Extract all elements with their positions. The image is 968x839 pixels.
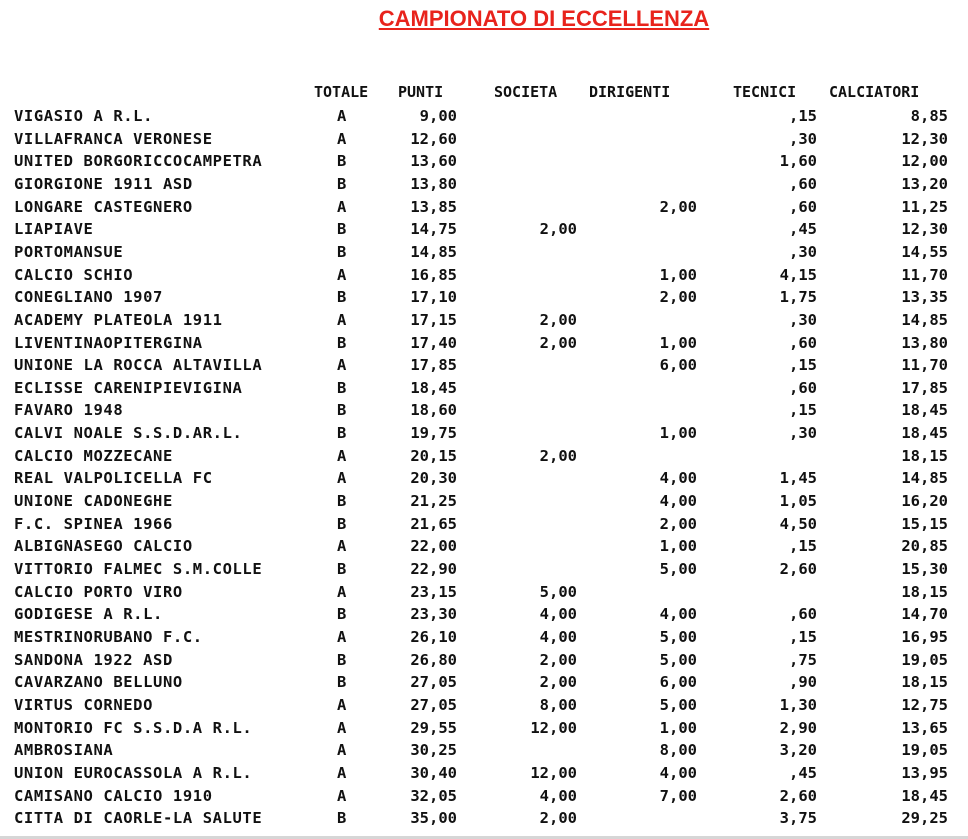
calciatori-value: 16,95: [901, 627, 948, 646]
punti-total: 26,80: [410, 650, 457, 669]
tecnici-value: 3,20: [779, 741, 817, 760]
punti-total: 26,10: [410, 627, 457, 646]
punti-total: 23,30: [410, 605, 457, 624]
punti-total: 12,60: [410, 129, 457, 148]
punti-total: 13,85: [410, 197, 457, 216]
calciatori-value: 11,25: [901, 197, 948, 216]
group: B: [337, 220, 347, 239]
tecnici-value: ,60: [789, 333, 817, 352]
calciatori-value: 11,70: [901, 265, 948, 284]
group: B: [337, 492, 347, 511]
group: B: [337, 378, 347, 397]
calciatori-value: 18,45: [901, 401, 948, 420]
table-row: [0, 309, 968, 331]
tecnici-value: ,90: [789, 673, 817, 692]
punti-total: 13,80: [410, 174, 457, 193]
group: A: [337, 446, 347, 465]
dirigenti-value: 8,00: [659, 741, 697, 760]
team-name: GIORGIONE 1911 ASD: [14, 174, 193, 193]
dirigenti-value: 4,00: [659, 492, 697, 511]
calciatori-value: 8,85: [910, 107, 948, 125]
group: A: [337, 197, 347, 216]
calciatori-value: 29,25: [901, 809, 948, 828]
table-row: [0, 377, 968, 399]
calciatori-value: 13,20: [901, 174, 948, 193]
punti-total: 16,85: [410, 265, 457, 284]
table-row: [0, 649, 968, 671]
group: B: [337, 174, 347, 193]
calciatori-value: 11,70: [901, 356, 948, 375]
team-name: ALBIGNASEGO CALCIO: [14, 537, 193, 556]
punti-total: 30,40: [410, 763, 457, 782]
societa-value: 2,00: [539, 333, 577, 352]
table-row: [0, 467, 968, 489]
calciatori-value: 12,75: [901, 695, 948, 714]
societa-value: 2,00: [539, 310, 577, 329]
dirigenti-value: 7,00: [659, 786, 697, 805]
societa-value: 4,00: [539, 627, 577, 646]
team-name: UNIONE LA ROCCA ALTAVILLA: [14, 356, 263, 375]
calciatori-value: 18,15: [901, 446, 948, 465]
team-name: MONTORIO FC S.S.D.A R.L.: [14, 718, 253, 737]
punti-total: 20,15: [410, 446, 457, 465]
tecnici-value: ,30: [789, 129, 817, 148]
table-row: [0, 739, 968, 761]
team-name: AMBROSIANA: [14, 741, 114, 760]
group: B: [337, 288, 347, 307]
tecnici-value: ,30: [789, 242, 817, 261]
group: A: [337, 129, 347, 148]
punti-total: 17,15: [410, 310, 457, 329]
punti-total: 29,55: [410, 718, 457, 737]
group: A: [337, 741, 347, 760]
tecnici-value: 2,90: [779, 718, 817, 737]
team-name: CAVARZANO BELLUNO: [14, 673, 183, 692]
team-name: CONEGLIANO 1907: [14, 288, 163, 307]
group: A: [337, 310, 347, 329]
tecnici-value: ,15: [789, 537, 817, 556]
punti-total: 9,00: [419, 107, 457, 125]
calciatori-value: 17,85: [901, 378, 948, 397]
punti-total: 32,05: [410, 786, 457, 805]
calciatori-value: 18,15: [901, 582, 948, 601]
table-row: [0, 173, 968, 195]
dirigenti-value: 4,00: [659, 469, 697, 488]
dirigenti-value: 2,00: [659, 197, 697, 216]
team-name: LONGARE CASTEGNERO: [14, 197, 193, 216]
team-name: VILLAFRANCA VERONESE: [14, 129, 213, 148]
punti-total: 17,85: [410, 356, 457, 375]
table-row: [0, 717, 968, 739]
dirigenti-value: 6,00: [659, 356, 697, 375]
tecnici-value: ,60: [789, 378, 817, 397]
group: B: [337, 242, 347, 261]
page-title: CAMPIONATO DI ECCELLENZA: [378, 6, 710, 31]
team-name: UNITED BORGORICCOCAMPETRA: [14, 152, 263, 171]
table-row: [0, 626, 968, 648]
punti-total: 14,85: [410, 242, 457, 261]
team-name: UNIONE CADONEGHE: [14, 492, 173, 511]
group: A: [337, 537, 347, 556]
calciatori-value: 18,45: [901, 786, 948, 805]
calciatori-value: 12,30: [901, 129, 948, 148]
tecnici-value: ,15: [789, 627, 817, 646]
punti-total: 22,90: [410, 560, 457, 578]
table-row: [0, 105, 968, 127]
team-name: LIAPIAVE: [14, 220, 94, 239]
team-name: CALCIO SCHIO: [14, 265, 134, 284]
societa-value: 2,00: [539, 220, 577, 239]
team-name: VITTORIO FALMEC S.M.COLLE: [14, 560, 263, 578]
table-row: [0, 603, 968, 625]
punti-total: 21,25: [410, 492, 457, 511]
table-row: [0, 218, 968, 240]
tecnici-value: ,75: [789, 650, 817, 669]
calciatori-value: 12,30: [901, 220, 948, 239]
dirigenti-value: 5,00: [659, 695, 697, 714]
tecnici-value: 4,15: [779, 265, 817, 284]
group: A: [337, 265, 347, 284]
calciatori-value: 14,85: [901, 469, 948, 488]
team-name: PORTOMANSUE: [14, 242, 124, 261]
punti-total: 17,40: [410, 333, 457, 352]
dirigenti-value: 2,00: [659, 514, 697, 533]
team-name: SANDONA 1922 ASD: [14, 650, 173, 669]
tecnici-value: 3,75: [779, 809, 817, 828]
table-row: [0, 513, 968, 535]
tecnici-value: ,60: [789, 197, 817, 216]
punti-total: 20,30: [410, 469, 457, 488]
punti-total: 27,05: [410, 673, 457, 692]
tecnici-value: ,30: [789, 424, 817, 443]
team-name: ECLISSE CARENIPIEVIGINA: [14, 378, 243, 397]
tecnici-value: 2,60: [779, 786, 817, 805]
punti-total: 14,75: [410, 220, 457, 239]
dirigenti-value: 5,00: [659, 560, 697, 578]
societa-value: 2,00: [539, 809, 577, 828]
team-name: F.C. SPINEA 1966: [14, 514, 173, 533]
tecnici-value: ,30: [789, 310, 817, 329]
calciatori-value: 14,85: [901, 310, 948, 329]
calciatori-value: 13,80: [901, 333, 948, 352]
table-row: [0, 196, 968, 218]
table-row: [0, 694, 968, 716]
punti-total: 35,00: [410, 809, 457, 828]
punti-total: 13,60: [410, 152, 457, 171]
tecnici-value: 4,50: [779, 514, 817, 533]
tecnici-value: 1,05: [779, 492, 817, 511]
societa-value: 12,00: [530, 718, 577, 737]
table-row: [0, 241, 968, 263]
table-row: [0, 286, 968, 308]
group: A: [337, 763, 347, 782]
table-row: [0, 671, 968, 693]
punti-total: 22,00: [410, 537, 457, 556]
societa-value: 4,00: [539, 605, 577, 624]
societa-value: 4,00: [539, 786, 577, 805]
tecnici-value: ,60: [789, 174, 817, 193]
team-name: ACADEMY PLATEOLA 1911: [14, 310, 223, 329]
team-name: FAVARO 1948: [14, 401, 124, 420]
team-name: CAMISANO CALCIO 1910: [14, 786, 213, 805]
table-row: [0, 128, 968, 150]
group: B: [337, 401, 347, 420]
group: A: [337, 356, 347, 375]
table-row: [0, 762, 968, 784]
dirigenti-value: 4,00: [659, 605, 697, 624]
table-row: [0, 150, 968, 172]
punti-total: 27,05: [410, 695, 457, 714]
calciatori-value: 19,05: [901, 741, 948, 760]
team-name: GODIGESE A R.L.: [14, 605, 163, 624]
group: B: [337, 333, 347, 352]
header-tecnici: TECNICI: [733, 83, 797, 101]
calciatori-value: 13,65: [901, 718, 948, 737]
calciatori-value: 13,35: [901, 288, 948, 307]
calciatori-value: 16,20: [901, 492, 948, 511]
header-calciatori: CALCIATORI: [829, 83, 920, 101]
societa-value: 2,00: [539, 673, 577, 692]
calciatori-value: 19,05: [901, 650, 948, 669]
calciatori-value: 15,15: [901, 514, 948, 533]
table-row: [0, 354, 968, 376]
team-name: CALVI NOALE S.S.D.AR.L.: [14, 424, 243, 443]
group: B: [337, 809, 347, 828]
tecnici-value: ,45: [789, 763, 817, 782]
table-row: [0, 332, 968, 354]
punti-total: 18,60: [410, 401, 457, 420]
punti-total: 21,65: [410, 514, 457, 533]
calciatori-value: 18,45: [901, 424, 948, 443]
dirigenti-value: 1,00: [659, 333, 697, 352]
dirigenti-value: 5,00: [659, 650, 697, 669]
tecnici-value: ,60: [789, 605, 817, 624]
societa-value: 2,00: [539, 650, 577, 669]
group: A: [337, 469, 347, 488]
dirigenti-value: 5,00: [659, 627, 697, 646]
punti-total: 30,25: [410, 741, 457, 760]
group: A: [337, 582, 347, 601]
table-row: [0, 535, 968, 557]
group: B: [337, 424, 347, 443]
punti-total: 19,75: [410, 424, 457, 443]
table-row: [0, 581, 968, 603]
table-row: [0, 399, 968, 421]
punti-total: 17,10: [410, 288, 457, 307]
team-name: UNION EUROCASSOLA A R.L.: [14, 763, 253, 782]
calciatori-value: 15,30: [901, 560, 948, 578]
table-row: [0, 785, 968, 807]
table-row: [0, 490, 968, 512]
societa-value: 5,00: [539, 582, 577, 601]
team-name: MESTRINORUBANO F.C.: [14, 627, 203, 646]
group: B: [337, 152, 347, 171]
calciatori-value: 12,00: [901, 152, 948, 171]
dirigenti-value: 4,00: [659, 763, 697, 782]
calciatori-value: 14,55: [901, 242, 948, 261]
group: A: [337, 695, 347, 714]
team-name: CALCIO MOZZECANE: [14, 446, 173, 465]
tecnici-value: ,15: [789, 401, 817, 420]
table-row: [0, 264, 968, 286]
calciatori-value: 18,15: [901, 673, 948, 692]
table-row: [0, 807, 968, 829]
dirigenti-value: 6,00: [659, 673, 697, 692]
punti-total: 18,45: [410, 378, 457, 397]
table-row: [0, 558, 968, 580]
societa-value: 8,00: [539, 695, 577, 714]
punti-total: 23,15: [410, 582, 457, 601]
team-name: VIRTUS CORNEDO: [14, 695, 154, 714]
societa-value: 12,00: [530, 763, 577, 782]
tecnici-value: 1,75: [779, 288, 817, 307]
group: A: [337, 107, 347, 125]
table-row: [0, 445, 968, 467]
table-row: [0, 422, 968, 444]
dirigenti-value: 1,00: [659, 718, 697, 737]
tecnici-value: ,15: [789, 107, 817, 125]
header-dirigenti: DIRIGENTI: [589, 83, 671, 101]
team-name: VIGASIO A R.L.: [14, 107, 154, 125]
group: B: [337, 514, 347, 533]
group: B: [337, 650, 347, 669]
group: A: [337, 627, 347, 646]
dirigenti-value: 1,00: [659, 265, 697, 284]
team-name: CITTA DI CAORLE-LA SALUTE: [14, 809, 263, 828]
team-name: REAL VALPOLICELLA FC: [14, 469, 213, 488]
dirigenti-value: 1,00: [659, 424, 697, 443]
calciatori-value: 13,95: [901, 763, 948, 782]
header-totale: TOTALE: [314, 83, 369, 101]
tecnici-value: 1,30: [779, 695, 817, 714]
header-punti: PUNTI: [398, 83, 444, 101]
team-name: CALCIO PORTO VIRO: [14, 582, 183, 601]
group: B: [337, 673, 347, 692]
tecnici-value: 1,60: [779, 152, 817, 171]
tecnici-value: ,15: [789, 356, 817, 375]
dirigenti-value: 2,00: [659, 288, 697, 307]
header-societa: SOCIETA: [494, 83, 558, 101]
group: B: [337, 560, 347, 578]
dirigenti-value: 1,00: [659, 537, 697, 556]
group: A: [337, 718, 347, 737]
group: A: [337, 786, 347, 805]
team-name: LIVENTINAOPITERGINA: [14, 333, 203, 352]
societa-value: 2,00: [539, 446, 577, 465]
calciatori-value: 14,70: [901, 605, 948, 624]
calciatori-value: 20,85: [901, 537, 948, 556]
group: B: [337, 605, 347, 624]
tecnici-value: 1,45: [779, 469, 817, 488]
tecnici-value: 2,60: [779, 560, 817, 578]
tecnici-value: ,45: [789, 220, 817, 239]
